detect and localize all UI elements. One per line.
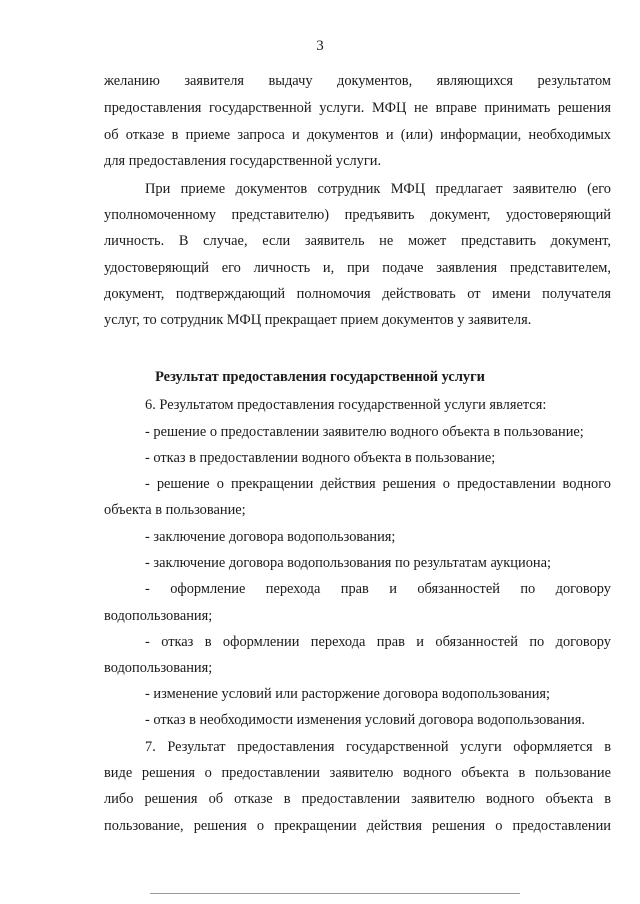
list-item: - отказ в оформлении перехода прав и обязанностей по договору	[145, 634, 611, 650]
list-item: - заключение договора водопользования;	[145, 529, 396, 545]
text-line: 6. Результатом предоставления государственной услуги является:	[145, 397, 547, 413]
text-line: для предоставления государственной услуги.	[104, 153, 382, 169]
text-line: виде решения о предоставлении заявителю водного объекта в пользование	[104, 765, 611, 781]
section-heading: Результат предоставления государственной услуги	[155, 369, 485, 385]
text-line: удостоверяющий его личность и, при подаче заявления представителем,	[104, 260, 611, 276]
text-line: документ, подтверждающий полномочия действовать от имени получателя	[104, 286, 611, 302]
list-item: - решение о прекращении действия решения о предоставлении водного	[145, 476, 611, 492]
page-number: 3	[316, 38, 324, 54]
text-line: личность. В случае, если заявитель не может представить документ,	[104, 233, 611, 249]
list-item: - оформление перехода прав и обязанностей по договору	[145, 581, 611, 597]
page-bottom-divider	[150, 893, 520, 894]
text-line: При приеме документов сотрудник МФЦ предлагает заявителю (его	[145, 181, 611, 197]
text-line: водопользования;	[104, 660, 213, 676]
text-line: уполномоченному представителю) предъявить документ, удостоверяющий	[104, 207, 611, 223]
text-line: желанию заявителя выдачу документов, являющихся результатом	[104, 73, 611, 89]
text-line: услуг, то сотрудник МФЦ прекращает прием документов у заявителя.	[104, 312, 532, 328]
list-item: - решение о предоставлении заявителю водного объекта в пользование;	[145, 424, 584, 440]
text-line: 7. Результат предоставления государственной услуги оформляется в	[145, 739, 611, 755]
text-line: либо решения об отказе в предоставлении заявителю водного объекта в	[104, 791, 611, 807]
list-item: - заключение договора водопользования по результатам аукциона;	[145, 555, 551, 571]
list-item: - изменение условий или расторжение договора водопользования;	[145, 686, 551, 702]
text-line: об отказе в приеме запроса и документов и (или) информации, необходимых	[104, 127, 611, 143]
text-line: предоставления государственной услуги. МФЦ не вправе принимать решения	[104, 100, 611, 116]
list-item: - отказ в необходимости изменения условий договора водопользования.	[145, 712, 585, 728]
text-line: объекта в пользование;	[104, 502, 246, 518]
list-item: - отказ в предоставлении водного объекта в пользование;	[145, 450, 496, 466]
text-line: пользование, решения о прекращении действия решения о предоставлении	[104, 818, 611, 834]
text-line: водопользования;	[104, 608, 213, 624]
